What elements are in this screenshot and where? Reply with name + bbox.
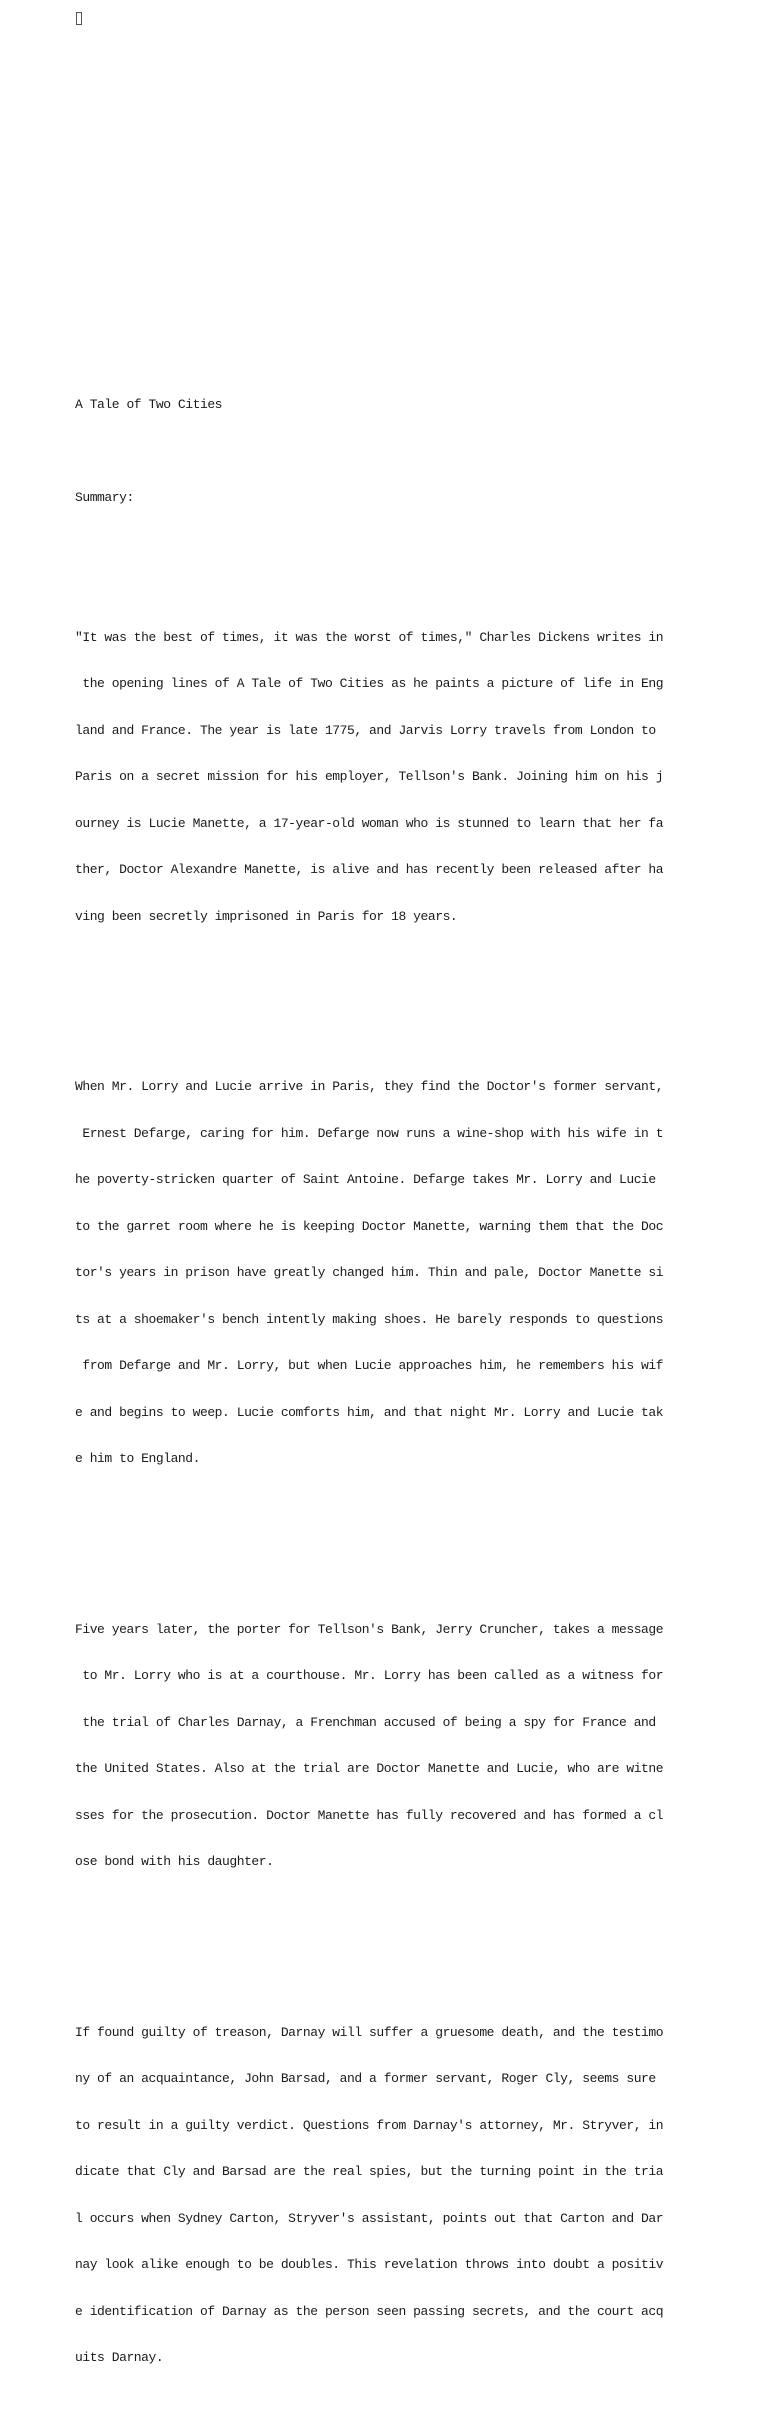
text-line: to the garret room where he is keeping Doctor Manette, warning them that the Doc — [75, 1218, 664, 1234]
spacer — [75, 1529, 695, 1545]
text-line: Paris on a secret mission for his employer, Tellson's Bank. Joining him on his j — [75, 769, 664, 784]
text-line: When Mr. Lorry and Lucie arrive in Paris, they find the Doctor's former servant, — [75, 1079, 664, 1094]
text-line: land and France. The year is late 1775, and Jarvis Lorry travels from London to — [75, 722, 656, 738]
text-line: Ernest Defarge, caring for him. Defarge now runs a wine-shop with his wife in t — [75, 1125, 664, 1141]
text-line: If found guilty of treason, Darnay will suffer a gruesome death, and the testimo — [75, 2024, 664, 2040]
text-line: e and begins to weep. Lucie comforts him, and that night Mr. Lorry and Lucie tak — [75, 1404, 664, 1420]
text-line: to result in a guilty verdict. Questions from Darnay's attorney, Mr. Stryver, in — [75, 2117, 664, 2133]
text-line: ny of an acquaintance, John Barsad, and a former servant, Roger Cly, seems sure — [75, 2071, 656, 2086]
text-line: he poverty-stricken quarter of Saint Antoine. Defarge takes Mr. Lorry and Lucie — [75, 1172, 656, 1187]
text-line: to Mr. Lorry who is at a courthouse. Mr. Lorry has been called as a witness for — [75, 1668, 664, 1683]
text-line: tor's years in prison have greatly changed him. Thin and pale, Doctor Manette si — [75, 1265, 664, 1280]
spacer — [75, 537, 695, 553]
text-line: dicate that Cly and Barsad are the real spies, but the turning point in the tria — [75, 2164, 664, 2179]
paragraph-2 — [75, 1048, 695, 1498]
document-title: A Tale of Two Cities — [75, 397, 223, 412]
spacer — [75, 1932, 695, 1948]
text-line: e him to England. — [75, 1451, 200, 1466]
section-heading: Summary: — [75, 490, 134, 505]
missing-glyph-icon — [76, 12, 82, 25]
text-line: the trial of Charles Darnay, a Frenchman accused of being a spy for France and — [75, 1714, 656, 1730]
text-line: nay look alike enough to be doubles. This revelation throws into doubt a positiv — [75, 2257, 664, 2272]
text-line: ose bond with his daughter. — [75, 1854, 274, 1869]
spacer — [75, 986, 695, 1002]
text-line: sses for the prosecution. Doctor Manette has fully recovered and has formed a cl — [75, 1807, 664, 1823]
paragraph-3 — [75, 1591, 695, 1901]
text-line: ving been secretly imprisoned in Paris for 18 years. — [75, 908, 458, 924]
paragraph-1 — [75, 599, 695, 956]
text-line: from Defarge and Mr. Lorry, but when Lucie approaches him, he remembers his wif — [75, 1358, 664, 1373]
paragraph-4 — [75, 1994, 695, 2397]
text-line: "It was the best of times, it was the worst of times," Charles Dickens writes in — [75, 629, 664, 645]
text-line: the United States. Also at the trial are Doctor Manette and Lucie, who are witne — [75, 1761, 664, 1776]
text-line: ts at a shoemaker's bench intently making shoes. He barely responds to questions — [75, 1311, 664, 1327]
spacer — [75, 444, 695, 460]
text-line: ther, Doctor Alexandre Manette, is alive and has recently been released after ha — [75, 862, 664, 877]
text-line: l occurs when Sydney Carton, Stryver's assistant, points out that Carton and Dar — [75, 2210, 664, 2226]
text-line: the opening lines of A Tale of Two Cities as he paints a picture of life in Eng — [75, 676, 664, 691]
document-body — [75, 366, 695, 2412]
text-line: Five years later, the porter for Tellson's Bank, Jerry Cruncher, takes a message — [75, 1621, 664, 1637]
text-line: ourney is Lucie Manette, a 17-year-old woman who is stunned to learn that her fa — [75, 815, 664, 831]
text-line: uits Darnay. — [75, 2350, 164, 2365]
text-line: e identification of Darnay as the person seen passing secrets, and the court acq — [75, 2303, 664, 2319]
